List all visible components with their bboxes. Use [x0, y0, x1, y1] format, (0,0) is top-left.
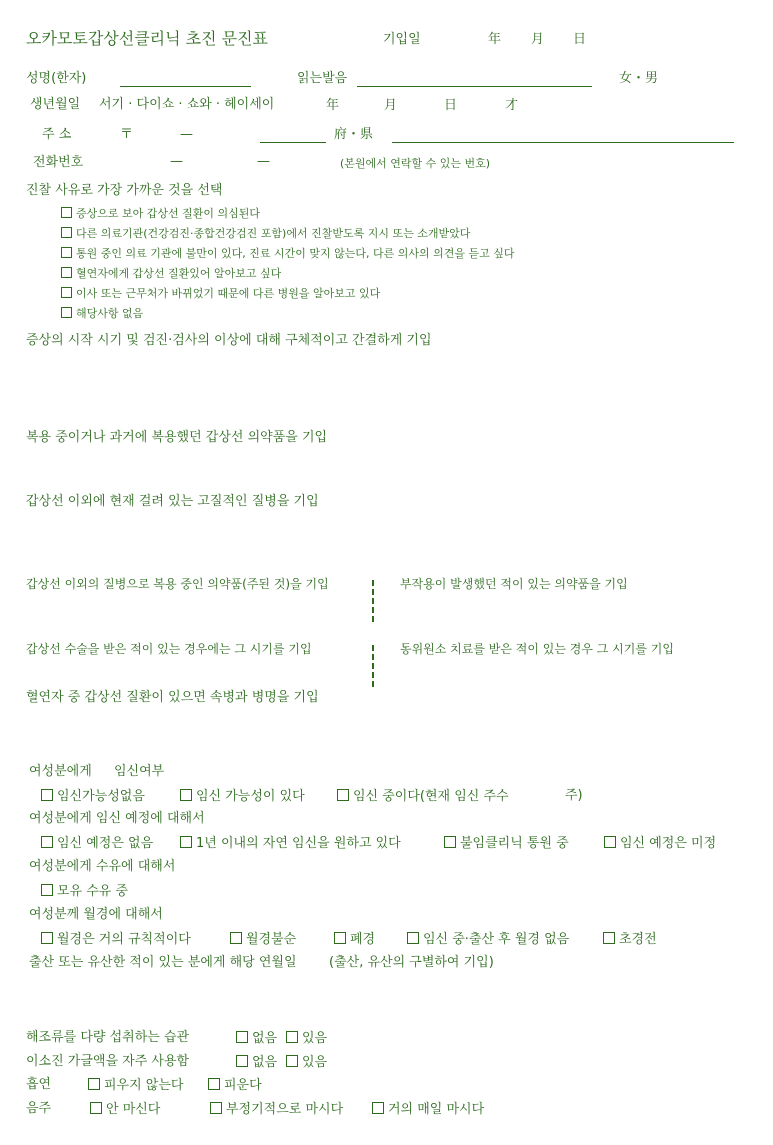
menses-option-menopause[interactable]: 폐경 [334, 932, 375, 946]
birth-history-label: 출산 또는 유산한 적이 있는 분에게 해당 연월일 [29, 955, 297, 970]
postal-dash: — [180, 127, 193, 142]
menses-option-regular[interactable]: 월경은 거의 규칙적이다 [41, 932, 191, 946]
other-meds-question: 갑상선 이외의 질병으로 복용 중인 의약품(주된 것)을 기입 [26, 577, 329, 591]
pregnancy-label: 여성분에게 [29, 764, 92, 779]
checkbox[interactable] [603, 932, 615, 944]
seaweed-option-no[interactable]: 없음 [236, 1031, 277, 1045]
plan-option-undecided[interactable]: 임신 예정은 미정 [604, 836, 716, 850]
checkbox[interactable] [41, 836, 53, 848]
symptoms-question: 증상의 시작 시기 및 검진·검사의 이상에 대해 구체적이고 간결하게 기입 [26, 333, 432, 348]
checkbox[interactable] [180, 836, 192, 848]
checkbox[interactable] [61, 247, 72, 258]
phone-label: 전화번호 [33, 155, 84, 170]
menses-option-premenarche[interactable]: 초경전 [603, 932, 657, 946]
prefecture-field[interactable] [260, 142, 326, 143]
date-day-field[interactable]: 日 [573, 32, 587, 47]
checkbox[interactable] [41, 932, 53, 944]
drinking-option-no[interactable]: 안 마신다 [90, 1102, 160, 1116]
address-field[interactable] [392, 142, 734, 143]
checkbox[interactable] [208, 1078, 220, 1090]
drinking-option-daily[interactable]: 거의 매일 마시다 [372, 1102, 484, 1116]
menses-option-none[interactable]: 임신 중·출산 후 월경 없음 [407, 932, 569, 946]
checkbox[interactable] [230, 932, 242, 944]
checkbox[interactable] [180, 789, 192, 801]
reading-label: 읽는발음 [297, 71, 348, 86]
chronic-disease-question: 갑상선 이외에 현재 걸려 있는 고질적인 질병을 기입 [26, 494, 319, 509]
drinking-option-occasional[interactable]: 부정기적으로 마시다 [210, 1102, 343, 1116]
menses-label: 여성분께 월경에 대해서 [29, 907, 163, 922]
name-label: 성명(한자) [26, 71, 87, 86]
gender-select[interactable]: 女・男 [619, 71, 659, 86]
birth-day-field[interactable]: 日 [444, 98, 458, 113]
checkbox[interactable] [604, 836, 616, 848]
era-select[interactable]: 서기 · 다이쇼 · 쇼와 · 헤이세이 [99, 97, 275, 112]
checkbox[interactable] [41, 789, 53, 801]
checkbox[interactable] [210, 1102, 222, 1114]
reason-option-5[interactable]: 이사 또는 근무처가 바뀌었기 때문에 다른 병원을 알아보고 있다 [61, 287, 380, 299]
birth-history-note: (출산, 유산의 구별하여 기입) [329, 955, 494, 970]
checkbox[interactable] [407, 932, 419, 944]
phone-note: (본원에서 연락할 수 있는 번호) [340, 157, 491, 170]
surgery-question: 갑상선 수술을 받은 적이 있는 경우에는 그 시기를 기입 [26, 642, 312, 656]
smoking-option-no[interactable]: 피우지 않는다 [88, 1078, 183, 1092]
checkbox[interactable] [61, 287, 72, 298]
checkbox[interactable] [372, 1102, 384, 1114]
checkbox[interactable] [61, 207, 72, 218]
reason-option-6[interactable]: 해당사항 없음 [61, 307, 143, 319]
checkbox[interactable] [286, 1055, 298, 1067]
phone-dash-2: — [257, 154, 270, 169]
smoking-label: 흡연 [26, 1077, 52, 1092]
address-label: 주 소 [42, 127, 72, 142]
smoking-option-yes[interactable]: 피운다 [208, 1078, 262, 1092]
reason-title: 진찰 사유로 가장 가까운 것을 선택 [26, 183, 223, 198]
reason-option-4[interactable]: 혈연자에게 갑상선 질환있어 알아보고 싶다 [61, 267, 281, 279]
gargle-label: 이소진 가글액을 자주 사용함 [26, 1054, 190, 1069]
name-field[interactable] [120, 86, 251, 87]
pregnancy-option-possible[interactable]: 임신 가능성이 있다 [180, 789, 305, 803]
side-effects-question: 부작용이 발생했던 적이 있는 의약품을 기입 [400, 577, 628, 591]
gargle-option-yes[interactable]: 있음 [286, 1055, 327, 1069]
pregnancy-option-pregnant[interactable]: 임신 중이다(현재 임신 주수 [337, 789, 509, 803]
plan-option-fertility[interactable]: 불임클리닉 통원 중 [444, 836, 569, 850]
prefecture-label: 府・県 [334, 127, 374, 142]
birth-label: 생년월일 [30, 97, 81, 112]
checkbox[interactable] [90, 1102, 102, 1114]
column-divider-2 [372, 645, 374, 687]
checkbox[interactable] [61, 227, 72, 238]
family-history-question: 혈연자 중 갑상선 질환이 있으면 속병과 병명을 기입 [26, 690, 319, 705]
nursing-option[interactable]: 모유 수유 중 [41, 884, 128, 898]
reason-option-1[interactable]: 증상으로 보아 갑상선 질환이 의심된다 [61, 207, 260, 219]
checkbox[interactable] [334, 932, 346, 944]
reason-option-3[interactable]: 통원 중인 의료 기관에 불만이 있다, 진료 시간이 맞지 않는다, 다른 의사의 의견을 듣고 싶다 [61, 247, 514, 259]
pregnancy-sublabel: 임신여부 [114, 764, 165, 779]
plan-option-none[interactable]: 임신 예정은 없음 [41, 836, 153, 850]
checkbox[interactable] [61, 307, 72, 318]
reason-option-2[interactable]: 다른 의료기관(건강검진·종합건강검진 포함)에서 진찰받도록 지시 또는 소개받았다 [61, 227, 470, 239]
checkbox[interactable] [41, 884, 53, 896]
column-divider-1 [372, 580, 374, 622]
reading-field[interactable] [357, 86, 592, 87]
checkbox[interactable] [337, 789, 349, 801]
date-month-field[interactable]: 月 [531, 32, 545, 47]
age-field[interactable]: 才 [505, 98, 519, 113]
birth-month-field[interactable]: 月 [384, 98, 398, 113]
menses-option-irregular[interactable]: 월경불순 [230, 932, 296, 946]
checkbox[interactable] [286, 1031, 298, 1043]
checkbox[interactable] [236, 1031, 248, 1043]
seaweed-label: 해조류를 다량 섭취하는 습관 [26, 1030, 190, 1045]
gargle-option-no[interactable]: 없음 [236, 1055, 277, 1069]
checkbox[interactable] [61, 267, 72, 278]
drinking-label: 음주 [26, 1101, 52, 1116]
pregnancy-plan-label: 여성분에게 임신 예정에 대해서 [29, 811, 205, 826]
birth-year-field[interactable]: 年 [326, 98, 340, 113]
date-year-field[interactable]: 年 [488, 32, 502, 47]
nursing-label: 여성분에게 수유에 대해서 [29, 859, 176, 874]
pregnancy-weeks-suffix: 주) [565, 788, 583, 803]
checkbox[interactable] [88, 1078, 100, 1090]
date-label: 기입일 [383, 32, 421, 47]
seaweed-option-yes[interactable]: 있음 [286, 1031, 327, 1045]
thyroid-meds-question: 복용 중이거나 과거에 복용했던 갑상선 의약품을 기입 [26, 430, 328, 445]
phone-dash-1: — [170, 154, 183, 169]
plan-option-natural[interactable]: 1년 이내의 자연 임신을 원하고 있다 [180, 836, 401, 850]
postal-mark: 〒 [120, 127, 134, 142]
pregnancy-option-none[interactable]: 임신가능성없음 [41, 789, 145, 803]
checkbox[interactable] [236, 1055, 248, 1067]
form-title: 오카모토갑상선클리닉 초진 문진표 [26, 29, 269, 48]
isotope-question: 동위원소 치료를 받은 적이 있는 경우 그 시기를 기입 [400, 642, 674, 656]
checkbox[interactable] [444, 836, 456, 848]
